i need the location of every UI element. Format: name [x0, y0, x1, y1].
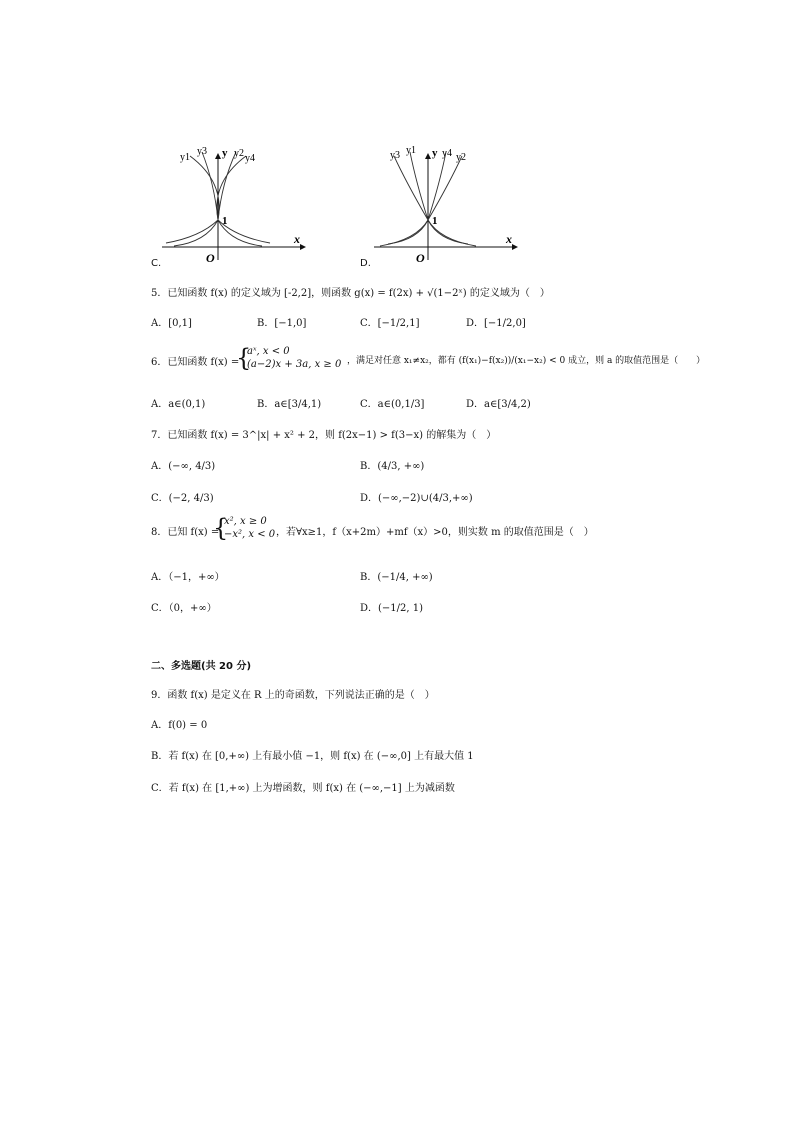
curve-label-y2: y2 — [234, 148, 244, 159]
curve-label-y1: y1 — [180, 152, 190, 163]
curve-y1 — [388, 152, 428, 244]
piecewise-brace: { — [213, 514, 229, 542]
curve-label-y1: y1 — [406, 145, 416, 156]
graph-c-option-label: C. — [151, 258, 162, 269]
question-6-option-a: A．a∈(0,1) — [151, 399, 206, 410]
curve-y4 — [428, 152, 468, 244]
question-6-option-b: B．a∈[3/4,1) — [257, 399, 322, 410]
piecewise-brace: { — [236, 344, 252, 372]
y-axis-label: y — [222, 147, 228, 159]
question-7-option-d: D．(−∞,−2)∪(4/3,+∞) — [360, 493, 473, 504]
question-5-option-d: D．[−1/2,0] — [466, 318, 526, 329]
curve-label-y4: y4 — [245, 153, 255, 164]
section-heading: 二、多选题(共 20 分) — [151, 661, 252, 672]
curve-label-y4: y4 — [442, 148, 452, 159]
curve-y2 — [428, 156, 476, 246]
question-9-option-a: A．f(0) = 0 — [151, 720, 208, 731]
graph-d — [372, 142, 522, 270]
question-6-option-c: C．a∈(0,1/3] — [360, 399, 425, 410]
question-9-option-c: C．若 f(x) 在 [1,+∞) 上为增函数，则 f(x) 在 (−∞,−1] 上为减函数 — [151, 783, 455, 794]
question-7-option-a: A．(−∞, 4/3) — [151, 461, 216, 472]
question-7-option-c: C．(−2, 4/3) — [151, 493, 214, 504]
question-5-option-a: A．[0,1] — [151, 318, 192, 329]
question-8-case-1: x², x ≥ 0 — [224, 516, 267, 527]
question-5-option-c: C．[−1/2,1] — [360, 318, 420, 329]
question-6-case-1: aˣ, x < 0 — [247, 346, 290, 357]
question-7-stem: 7．已知函数 f(x) = 3^|x| + x² + 2，则 f(2x−1) > f(3−x) 的解集为（ ） — [151, 430, 497, 441]
question-8-option-d: D．(−1/2, 1) — [360, 603, 424, 614]
question-8-option-b: B．(−1/4, +∞) — [360, 572, 433, 583]
question-8-suffix: ，若∀x≥1，f（x+2m）+mf（x）>0，则实数 m 的取值范围是（ ） — [276, 527, 594, 538]
question-9-stem: 9．函数 f(x) 是定义在 R 上的奇函数，下列说法正确的是（ ） — [151, 690, 435, 701]
x-axis-label: x — [506, 232, 512, 246]
question-8-prefix: 8．已知 f(x) = — [151, 527, 220, 538]
curve-y3 — [174, 152, 218, 246]
curve-y3 — [380, 156, 428, 246]
question-8-option-a: A．（−1，+∞） — [151, 572, 225, 583]
question-8-case-2: −x², x < 0 — [224, 529, 276, 540]
curve-label-y3: y3 — [197, 146, 207, 157]
graph-d-option-label: D. — [360, 258, 371, 269]
one-label: 1 — [432, 215, 438, 227]
question-6-option-d: D．a∈[3/4,2) — [466, 399, 531, 410]
curve-label-y2: y2 — [456, 152, 466, 163]
curve-y4 — [218, 152, 262, 246]
question-6-suffix: ，满足对任意 x₁≠x₂，都有 (f(x₁)−f(x₂))/(x₁−x₂) < 0 成立，则 a 的取值范围是（ ） — [347, 356, 706, 366]
question-5-stem: 5．已知函数 f(x) 的定义域为 [-2,2]，则函数 g(x) = f(2x) + √(1−2ˣ) 的定义域为（ ） — [151, 288, 550, 299]
origin-label: O — [206, 251, 215, 265]
origin-label: O — [416, 251, 425, 265]
curve-label-y3: y3 — [390, 150, 400, 161]
one-label: 1 — [222, 215, 228, 227]
question-6-prefix: 6．已知函数 f(x) = — [151, 357, 240, 368]
graph-c — [160, 142, 310, 270]
question-6-case-2: (a−2)x + 3a, x ≥ 0 — [247, 359, 342, 370]
question-5-option-b: B．[−1,0] — [257, 318, 307, 329]
question-7-option-b: B．(4/3, +∞) — [360, 461, 425, 472]
question-9-option-b: B．若 f(x) 在 [0,+∞) 上有最小值 −1，则 f(x) 在 (−∞,0] 上有最大值 1 — [151, 751, 474, 762]
question-8-option-c: C．（0，+∞） — [151, 603, 217, 614]
y-axis-label: y — [432, 147, 438, 159]
x-axis-label: x — [294, 232, 300, 246]
